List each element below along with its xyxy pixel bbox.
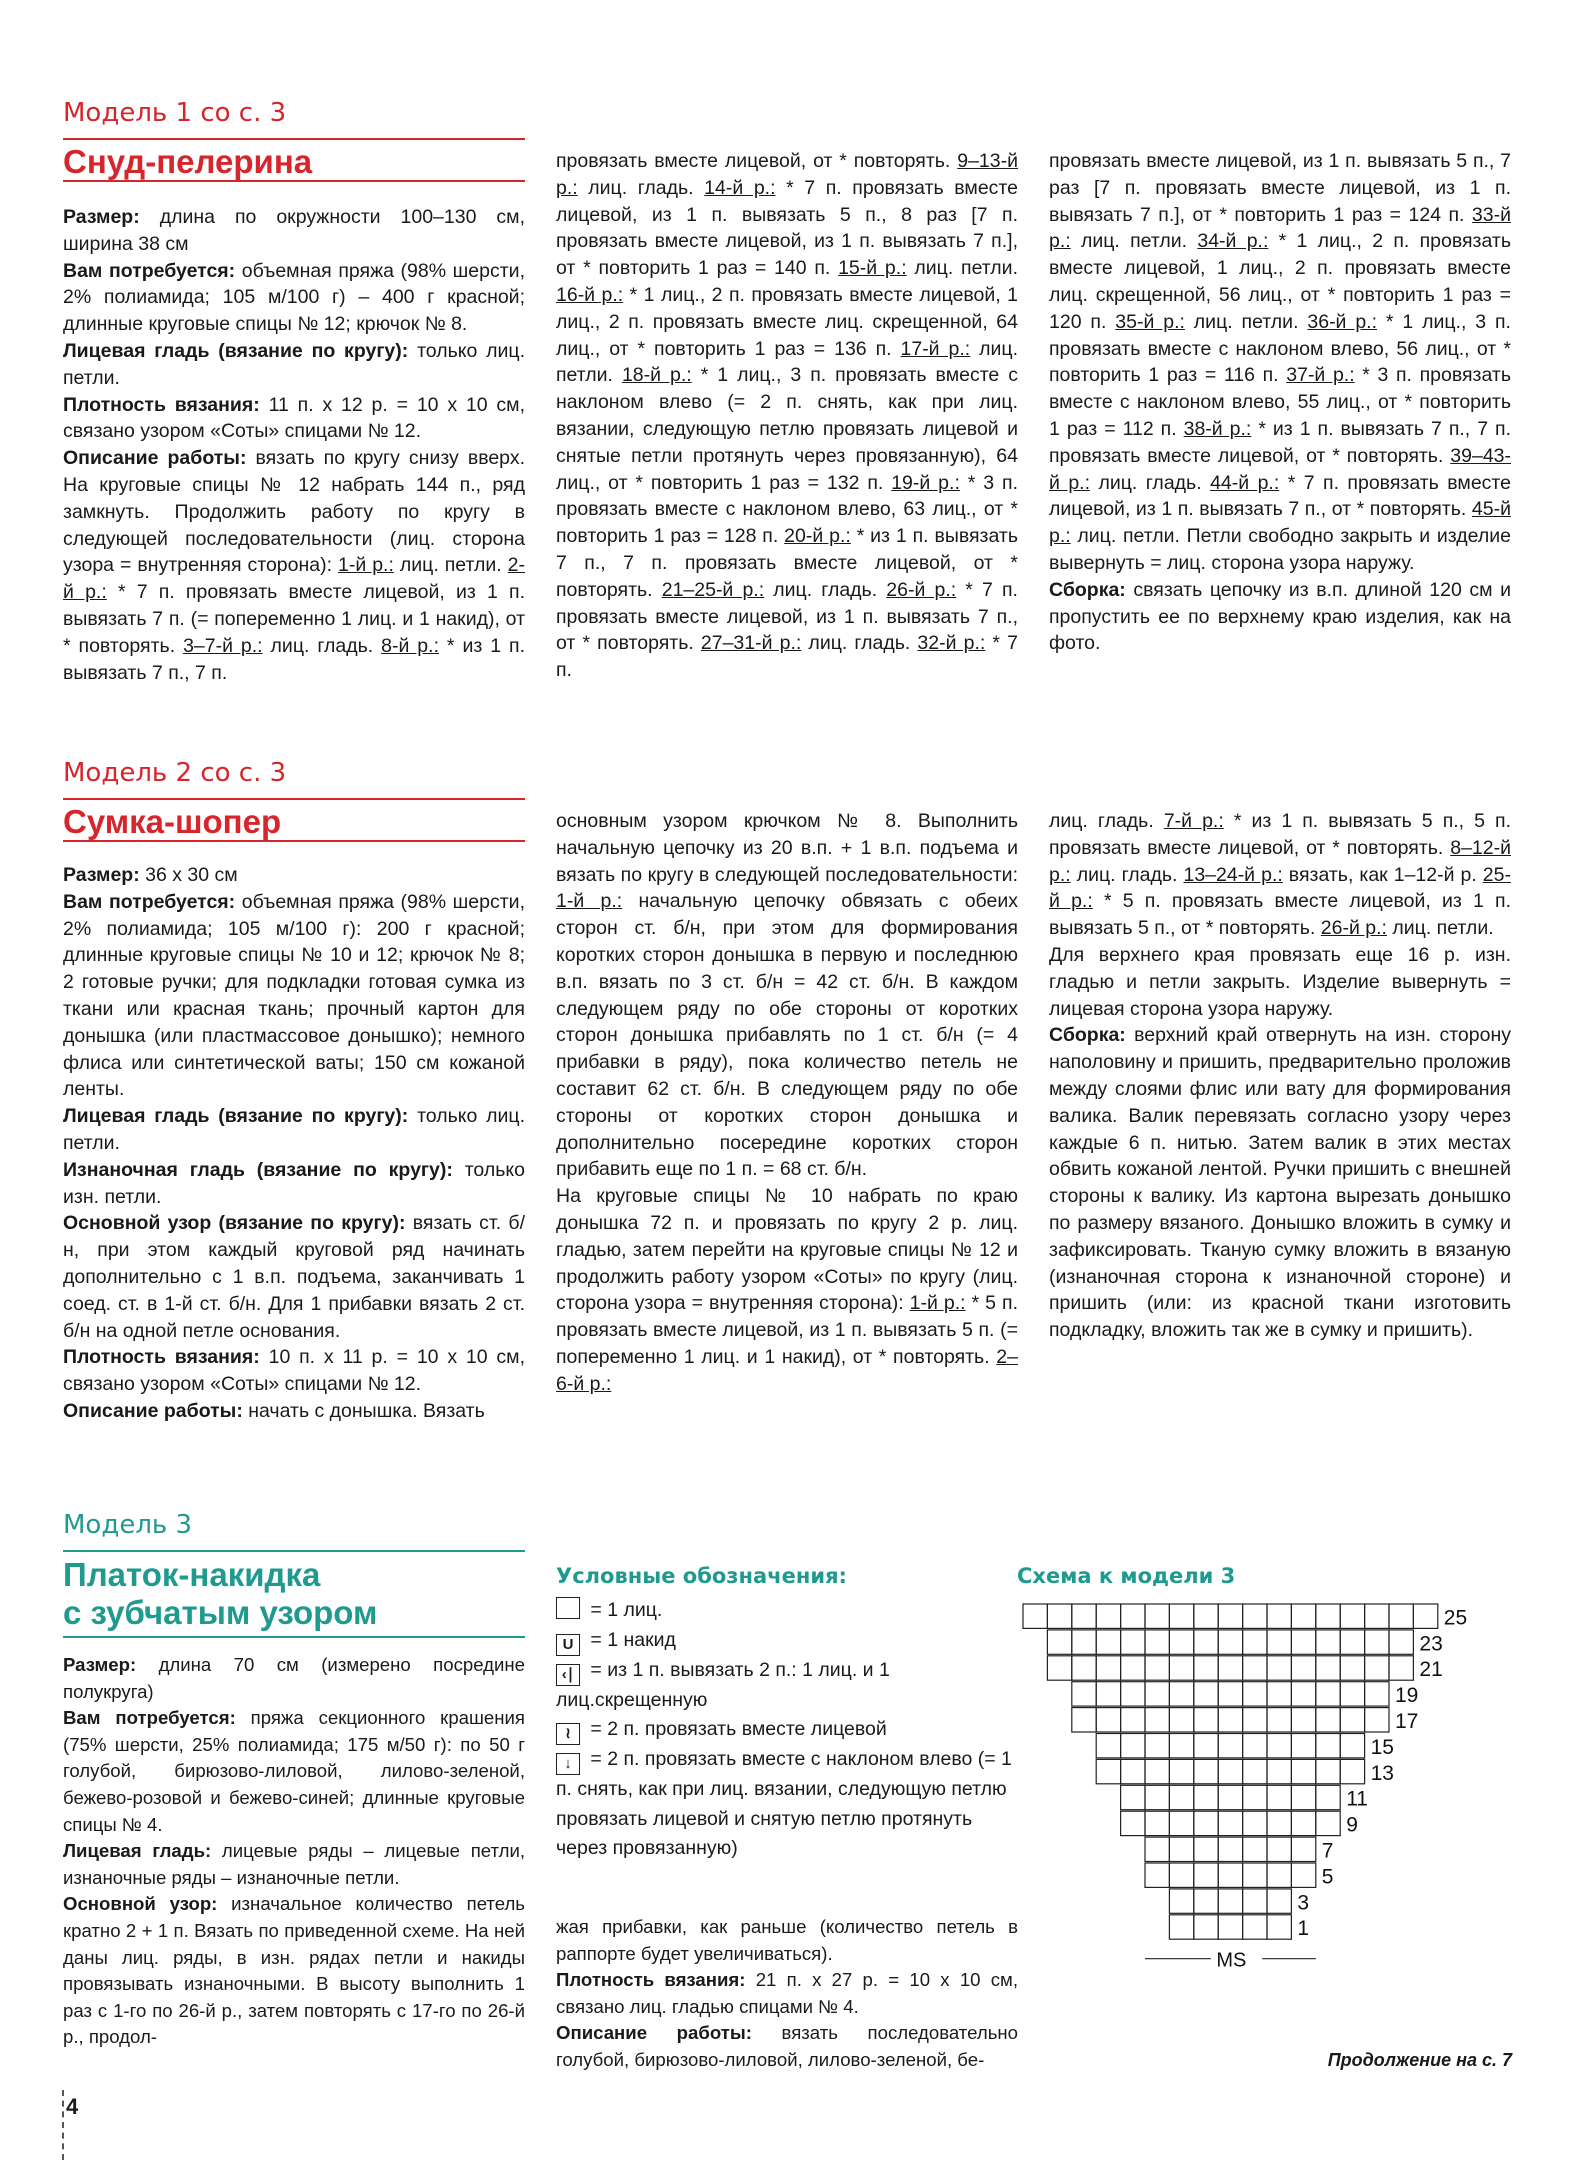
model3-rule-bottom: [63, 1636, 525, 1638]
legend-k2tog: ≀ = 2 п. провязать вместе лицевой: [556, 1715, 1016, 1745]
paragraph: Размер: 36 х 30 см: [63, 864, 238, 886]
chart-cell: [1194, 1759, 1218, 1783]
chart-cell: [1218, 1785, 1242, 1809]
chart-cell: [1169, 1734, 1193, 1758]
model3-column-1: [63, 1652, 525, 2051]
model1-rule-bottom: [63, 180, 525, 182]
chart-cell: [1389, 1604, 1413, 1628]
chart-cell: [1072, 1630, 1096, 1654]
chart-cell: [1194, 1630, 1218, 1654]
row-number: 9: [1346, 1813, 1358, 1837]
chart-cell: [1291, 1604, 1315, 1628]
legend-knit: = 1 лиц.: [556, 1596, 1016, 1626]
chart-cell: [1169, 1630, 1193, 1654]
paragraph: Вам потребуется: объемная пряжа (98% шерсти, 2% полиамида; 105 м/100 г): 200 г красной; длинные круговые спицы № 10 и 12; крючок № 8; 2 готовые ручки; для подкладки готовая сумка из ткани или красная ткань; прочный картон для донышка (или пластмассовое донышко); немного флиса или синтетической ваты; 150 см кожаной ленты.: [63, 890, 525, 1101]
row-number: 21: [1419, 1658, 1443, 1682]
model1-rule: [63, 138, 525, 140]
chart-cell: [1291, 1708, 1315, 1732]
chart-cell: [1218, 1682, 1242, 1706]
chart-cell: [1316, 1656, 1340, 1680]
model2-label: Модель 2 со с. 3: [63, 758, 287, 788]
chart-cell: [1243, 1863, 1267, 1887]
chart-cell: [1218, 1708, 1242, 1732]
chart-cell: [1243, 1811, 1267, 1835]
legend: [556, 1596, 1016, 1864]
chart-cell: [1096, 1656, 1120, 1680]
chart-cell: [1340, 1682, 1364, 1706]
chart-cell: [1194, 1863, 1218, 1887]
increase-symbol-icon: ‹∣: [556, 1664, 580, 1686]
chart-cell: [1169, 1604, 1193, 1628]
paragraph: Лицевая гладь (вязание по кругу): только лиц. петли.: [63, 1105, 525, 1154]
row-number: 11: [1346, 1787, 1369, 1811]
chart-cell: [1121, 1734, 1145, 1758]
chart-cell: [1243, 1837, 1267, 1861]
model3-title-line2: с зубчатым узором: [63, 1594, 378, 1631]
chart-cell: [1243, 1682, 1267, 1706]
chart-cell: [1096, 1682, 1120, 1706]
paragraph: провязать вместе лицевой, от * повторять. 9–13-й р.: лиц. гладь. 14-й р.: * 7 п. провязать вместе лицевой, из 1 п. вывязать 5 п., 8 раз [7 п. провязать вместе лицевой, из 1 п. вывязать 7 п.], от * повторить 1 раз = 140 п. 15-й р.: лиц. петли. 16-й р.: * 1 лиц., 2 п. провязать вместе лицевой, 1 лиц., 2 п. провязать вместе лиц. скрещенной, 64 лиц., от * повторить 1 раз = 136 п. 17-й р.: лиц. петли. 18-й р.: * 1 лиц., 3 п. провязать вместе с наклоном влево (= 2 п. снять, как при лиц. вязании, следующую петлю провязать лицевой и снятые петли протянуть через провязанную), 64 лиц., от * повторить 1 раз = 132 п. 19-й р.: * 3 п. провязать вместе с наклоном влево, 63 лиц., от * повторить 1 раз = 128 п. 20-й р.: * из 1 п. вывязать 7 п., 7 п. провязать вместе лицевой, от * повторять. 21–25-й р.: лиц. гладь. 26-й р.: * 7 п. провязать вместе лицевой, из 1 п. вывязать 7 п., от * повторять. 27–31-й р.: лиц. гладь. 32-й р.: * 7 п.: [556, 150, 1018, 682]
chart-cell: [1145, 1759, 1169, 1783]
chart-cell: [1121, 1785, 1145, 1809]
paragraph: Размер: длина 70 см (измерено посредине полукруга): [63, 1654, 525, 1702]
chart-cell: [1194, 1785, 1218, 1809]
chart-cell: [1243, 1708, 1267, 1732]
chart-cell: [1121, 1708, 1145, 1732]
chart-cell: [1267, 1915, 1291, 1939]
chart-cell: [1267, 1759, 1291, 1783]
chart-cell: [1169, 1863, 1193, 1887]
chart-cell: [1340, 1759, 1364, 1783]
chart-cell: [1194, 1604, 1218, 1628]
chart-cell: [1218, 1630, 1242, 1654]
chart-cell: [1291, 1630, 1315, 1654]
chart-cell: [1194, 1889, 1218, 1913]
paragraph: основным узором крючком № 8. Выполнить начальную цепочку из 20 в.п. + 1 в.п. подъема и вязать по кругу в следующей последовательности: 1-й р.: начальную цепочку обвязать с обеих сторон ст. б/н, при этом для формирования коротких сторон донышка в первую и последнюю в.п. вязать по 3 ст. б/н = 42 ст. б/н. В каждом следующем ряду по обе стороны от коротких сторон донышка прибавлять по 1 ст. б/н (= 4 прибавки в ряду), пока количество петель не составит 62 ст. б/н. В следующем ряду по обе стороны от коротких сторон донышка и дополнительно посередине коротких сторон прибавить еще по 1 п. = 68 ст. б/н.: [556, 810, 1018, 1181]
chart-cell: [1316, 1785, 1340, 1809]
row-number: 25: [1443, 1606, 1468, 1630]
model2-column-2: [556, 808, 1018, 1398]
chart-cell: [1096, 1759, 1120, 1783]
paragraph: Для верхнего края провязать еще 16 р. изн. гладью и петли закрыть. Изделие вывернуть = лицевая сторона узора наружу.: [1049, 943, 1511, 1020]
model1-column-3: [1049, 148, 1511, 657]
chart-cell: [1243, 1656, 1267, 1680]
legend-ssk: ↓ = 2 п. провязать вместе с наклоном влево (= 1 п. снять, как при лиц. вязании, следующую петлю провязать лицевой и снятую петлю протянуть через провязанную): [556, 1748, 1012, 1860]
knit-symbol-icon: [556, 1597, 580, 1619]
chart-cell: [1389, 1630, 1413, 1654]
paragraph: Плотность вязания: 21 п. х 27 р. = 10 х 10 см, связано лиц. гладью спицами № 4.: [556, 1969, 1018, 2017]
chart-cell: [1291, 1734, 1315, 1758]
model3-label: Модель 3: [63, 1510, 193, 1540]
chart-cell: [1194, 1656, 1218, 1680]
row-number: 5: [1321, 1865, 1334, 1889]
chart-cell: [1145, 1811, 1169, 1835]
chart-cell: [1047, 1656, 1071, 1680]
chart-cell: [1121, 1630, 1145, 1654]
scheme-title: Схема к модели 3: [1017, 1564, 1236, 1588]
chart-cell: [1145, 1785, 1169, 1809]
paragraph: провязать вместе лицевой, из 1 п. вывязать 5 п., 7 раз [7 п. провязать вместе лицевой, из 1 п. вывязать 7 п.], от * повторить 1 раз = 124 п. 33-й р.: лиц. петли. 34-й р.: * 1 лиц., 2 п. провязать вместе лицевой, 1 лиц., 2 п. провязать вместе лиц. скрещенной, 56 лиц., от * повторить 1 раз = 120 п. 35-й р.: лиц. петли. 36-й р.: * 1 лиц., 3 п. провязать вместе с наклоном влево, 56 лиц., от * повторить 1 раз = 116 п. 37-й р.: * 3 п. провязать вместе с наклоном влево, 55 лиц., от * повторить 1 раз = 112 п. 38-й р.: * из 1 п. вывязать 7 п., 7 п. провязать вместе лицевой, от * повторять. 39–43-й р.: лиц. гладь. 44-й р.: * 7 п. провязать вместе лицевой, из 1 п. вывязать 7 п., от * повторять. 45-й р.: лиц. петли. Петли свободно закрыть и изделие вывернуть = лиц. сторона узора наружу.: [1049, 150, 1512, 574]
row-number: 13: [1370, 1761, 1394, 1785]
row-number: 1: [1297, 1917, 1310, 1941]
model3-title-line1: Платок-накидка: [63, 1556, 321, 1593]
chart-cell: [1267, 1708, 1291, 1732]
chart-cell: [1194, 1915, 1218, 1939]
chart-cell: [1365, 1604, 1389, 1628]
paragraph: Описание работы: начать с донышка. Вязать: [63, 1399, 485, 1422]
chart-cell: [1169, 1759, 1193, 1783]
paragraph: Основной узор: изначальное количество петель кратно 2 + 1 п. Вязать по приведенной схеме. На ней даны лиц. ряды, в изн. рядах петли и накиды провязывать изнаночными. В высоту выполнить 1 раз с 1-го по 26-й р., затем повторять с 17-го по 26-й р., продол-: [63, 1893, 525, 2048]
chart-cell: [1316, 1682, 1340, 1706]
chart-cell: [1218, 1837, 1242, 1861]
chart-cell: [1267, 1811, 1291, 1835]
chart-cell: [1413, 1604, 1437, 1628]
chart-cell: [1121, 1811, 1145, 1835]
paragraph: Лицевая гладь (вязание по кругу): только лиц. петли.: [63, 339, 525, 389]
chart-cell: [1267, 1863, 1291, 1887]
chart-cell: [1267, 1656, 1291, 1680]
k2tog-symbol-icon: ≀: [556, 1723, 580, 1745]
chart-cell: [1267, 1734, 1291, 1758]
paragraph: На круговые спицы № 10 набрать по краю донышка 72 п. и провязать по кругу 2 р. лиц. гладью, затем перейти на круговые спицы № 12 и продолжить работу узором «Соты» по кругу (лиц. сторона узора = внутренняя сторона): 1-й р.: * 5 п. провязать вместе лицевой, из 1 п. вывязать 5 п. (= попеременно 1 лиц. и 1 накид), от * повторять. 2–6-й р.:: [556, 1185, 1018, 1395]
legend-increase: ‹∣ = из 1 п. вывязать 2 п.: 1 лиц. и 1 лиц.скрещенную: [556, 1658, 890, 1711]
chart-cell: [1316, 1604, 1340, 1628]
chart-cell: [1316, 1811, 1340, 1835]
chart-cell: [1169, 1708, 1193, 1732]
paragraph: Описание работы: вязать последовательно голубой, бирюзово-лиловой, лилово-зеленой, бе-: [556, 2022, 1018, 2070]
paragraph: Изнаночная гладь (вязание по кругу): только изн. петли.: [63, 1158, 525, 1208]
row-number: 3: [1297, 1891, 1310, 1915]
row-number: 17: [1395, 1710, 1419, 1733]
chart-cell: [1267, 1837, 1291, 1861]
row-number: 19: [1395, 1684, 1419, 1708]
paragraph: Сборка: связать цепочку из в.п. длиной 120 см и пропустить ее по верхнему краю изделия, как на фото.: [1049, 578, 1511, 655]
model2-column-3: [1049, 808, 1511, 1344]
chart-cell: [1267, 1630, 1291, 1654]
chart-cell: [1365, 1630, 1389, 1654]
chart-cell: [1340, 1656, 1364, 1680]
chart-cell: [1169, 1785, 1193, 1809]
chart-cell: [1121, 1682, 1145, 1706]
paragraph: Описание работы: вязать по кругу снизу вверх. На круговые спицы № 12 набрать 144 п., ряд замкнуть. Продолжить работу по кругу в следующей последовательности (лиц. сторона узора = внутренняя сторона): 1-й р.: лиц. петли. 2-й р.: * 7 п. провязать вместе лицевой, из 1 п. вывязать 7 п. (= попеременно 1 лиц. и 1 накид), от * повторять. 3–7-й р.: лиц. гладь. 8-й р.: * из 1 п. вывязать 7 п., 7 п.: [63, 447, 525, 684]
chart-cell: [1365, 1708, 1389, 1732]
chart-cell: [1194, 1682, 1218, 1706]
chart-cell: [1218, 1734, 1242, 1758]
chart-cell: [1218, 1604, 1242, 1628]
chart-cell: [1169, 1889, 1193, 1913]
chart-cell: [1121, 1604, 1145, 1628]
chart-cell: [1243, 1785, 1267, 1809]
page-number: 4: [66, 2094, 79, 2119]
paragraph: жая прибавки, как раньше (количество петель в раппорте будет увеличиваться).: [556, 1916, 1018, 1964]
chart-cell: [1291, 1682, 1315, 1706]
chart-cell: [1169, 1656, 1193, 1680]
chart-cell: [1121, 1759, 1145, 1783]
page-marker: [62, 2090, 65, 2160]
chart-cell: [1291, 1785, 1315, 1809]
chart-cell: [1047, 1630, 1071, 1654]
chart-cell: [1316, 1759, 1340, 1783]
chart-cell: [1243, 1630, 1267, 1654]
chart-cell: [1096, 1708, 1120, 1732]
row-number: 23: [1419, 1632, 1443, 1656]
chart-cell: [1047, 1604, 1071, 1628]
paragraph: Вам потребуется: объемная пряжа (98% шерсти, 2% полиамида; 105 м/100 г) – 400 г красной; длинные круговые спицы № 12; крючок № 8.: [63, 259, 525, 336]
chart-cell: [1145, 1863, 1169, 1887]
chart-cell: [1023, 1604, 1047, 1628]
chart-cell: [1340, 1630, 1364, 1654]
paragraph: лиц. гладь. 7-й р.: * из 1 п. вывязать 5 п., 5 п. провязать вместе лицевой, от * повторять. 8–12-й р.: лиц. гладь. 13–24-й р.: вязать, как 1–12-й р. 25-й р.: * 5 п. провязать вместе лицевой, из 1 п. вывязать 5 п., от * повторять. 26-й р.: лиц. петли.: [1049, 810, 1511, 940]
chart-cell: [1169, 1837, 1193, 1861]
chart-cell: [1096, 1604, 1120, 1628]
ms-label: MS: [1216, 1949, 1247, 1972]
model1-label: Модель 1 со с. 3: [63, 98, 287, 128]
paragraph: Лицевая гладь: лицевые ряды – лицевые петли, изнаночные ряды – изнаночные петли.: [63, 1840, 525, 1888]
chart-cell: [1218, 1759, 1242, 1783]
model3-column-2: [556, 1914, 1018, 2074]
knitting-chart-svg: [1017, 1600, 1517, 2020]
chart-cell: [1340, 1604, 1364, 1628]
model1-column-2: [556, 148, 1018, 684]
chart-cell: [1243, 1734, 1267, 1758]
chart-cell: [1316, 1734, 1340, 1758]
chart-cell: [1072, 1604, 1096, 1628]
chart-cell: [1340, 1708, 1364, 1732]
chart-cell: [1218, 1656, 1242, 1680]
model2-rule-bottom: [63, 840, 525, 842]
chart-cell: [1145, 1837, 1169, 1861]
chart-cell: [1243, 1889, 1267, 1913]
yarn-over-symbol-icon: U: [556, 1634, 580, 1656]
row-number: 7: [1321, 1839, 1334, 1863]
model1-title: Снуд-пелерина: [63, 143, 313, 180]
chart-cell: [1365, 1682, 1389, 1706]
chart-cell: [1072, 1708, 1096, 1732]
chart-cell: [1145, 1656, 1169, 1680]
paragraph: Плотность вязания: 10 п. х 11 р. = 10 х 10 см, связано узором «Соты» спицами № 12.: [63, 1346, 525, 1396]
chart-cell: [1096, 1734, 1120, 1758]
model2-column-1: [63, 862, 525, 1425]
paragraph: Сборка: верхний край отвернуть на изн. сторону наполовину и пришить, предварительно проложив между слоями флис или вату для формирования валика. Валик перевязать согласно узору через каждые 6 п. нитью. Затем валик в этих местах обвить кожаной лентой. Ручки пришить с внешней стороны к валику. Из картона вырезать донышко по размеру вязаного. Донышко вложить в сумку и зафиксировать. Тканую сумку вложить в вязаную (изнаночная сторона к изнаночной стороне) и пришить (или: из красной ткани изготовить подкладку, вложить так же в сумку и пришить).: [1049, 1024, 1511, 1342]
chart-cell: [1291, 1811, 1315, 1835]
chart-cell: [1291, 1759, 1315, 1783]
chart-cell: [1291, 1837, 1315, 1861]
model2-rule: [63, 798, 525, 800]
chart-cell: [1267, 1682, 1291, 1706]
chart-cell: [1145, 1630, 1169, 1654]
knitting-chart: [1017, 1600, 1517, 2020]
chart-cell: [1243, 1915, 1267, 1939]
chart-cell: [1096, 1630, 1120, 1654]
row-number: 15: [1370, 1735, 1394, 1759]
chart-cell: [1145, 1604, 1169, 1628]
chart-cell: [1267, 1604, 1291, 1628]
chart-cell: [1291, 1863, 1315, 1887]
legend-title: Условные обозначения:: [556, 1564, 847, 1588]
chart-cell: [1218, 1915, 1242, 1939]
chart-cell: [1194, 1734, 1218, 1758]
continued-note: Продолжение на с. 7: [1327, 2050, 1512, 2070]
chart-cell: [1243, 1604, 1267, 1628]
legend-yarn-over: U = 1 накид: [556, 1626, 1016, 1656]
paragraph: Размер: длина по окружности 100–130 см, ширина 38 см: [63, 206, 525, 255]
chart-cell: [1169, 1682, 1193, 1706]
chart-cell: [1340, 1734, 1364, 1758]
chart-cell: [1194, 1837, 1218, 1861]
chart-cell: [1145, 1734, 1169, 1758]
paragraph: Основной узор (вязание по кругу): вязать ст. б/н, при этом каждый круговой ряд начинать дополнительно с 1 в.п. подъема, заканчивать 1 соед. ст. в 1-й ст. б/н. Для 1 прибавки вязать 2 ст. б/н на одной петле основания.: [63, 1212, 525, 1342]
chart-cell: [1145, 1682, 1169, 1706]
chart-cell: [1218, 1811, 1242, 1835]
chart-cell: [1389, 1656, 1413, 1680]
chart-cell: [1267, 1889, 1291, 1913]
paragraph: Плотность вязания: 11 п. х 12 р. = 10 х 10 см, связано узором «Соты» спицами № 12.: [63, 393, 525, 443]
chart-cell: [1218, 1889, 1242, 1913]
chart-cell: [1291, 1656, 1315, 1680]
chart-cell: [1072, 1682, 1096, 1706]
paragraph: Вам потребуется: пряжа секционного крашения (75% шерсти, 25% полиамида; 175 м/50 г): по 50 г голубой, бирюзово-лиловой, лилово-зеленой, бежево-розовой и бежево-синей; длинные круговые спицы № 4.: [63, 1707, 525, 1835]
chart-cell: [1316, 1630, 1340, 1654]
chart-cell: [1169, 1915, 1193, 1939]
chart-cell: [1267, 1785, 1291, 1809]
chart-cell: [1218, 1863, 1242, 1887]
chart-cell: [1194, 1811, 1218, 1835]
model3-rule: [63, 1550, 525, 1552]
chart-cell: [1365, 1656, 1389, 1680]
chart-cell: [1072, 1656, 1096, 1680]
chart-cell: [1169, 1811, 1193, 1835]
chart-cell: [1121, 1656, 1145, 1680]
chart-cell: [1243, 1759, 1267, 1783]
model2-title: Сумка-шопер: [63, 803, 282, 840]
model1-column-1: [63, 204, 525, 686]
chart-cell: [1194, 1708, 1218, 1732]
chart-cell: [1145, 1708, 1169, 1732]
ssk-symbol-icon: ↓: [556, 1753, 580, 1775]
chart-cell: [1316, 1708, 1340, 1732]
